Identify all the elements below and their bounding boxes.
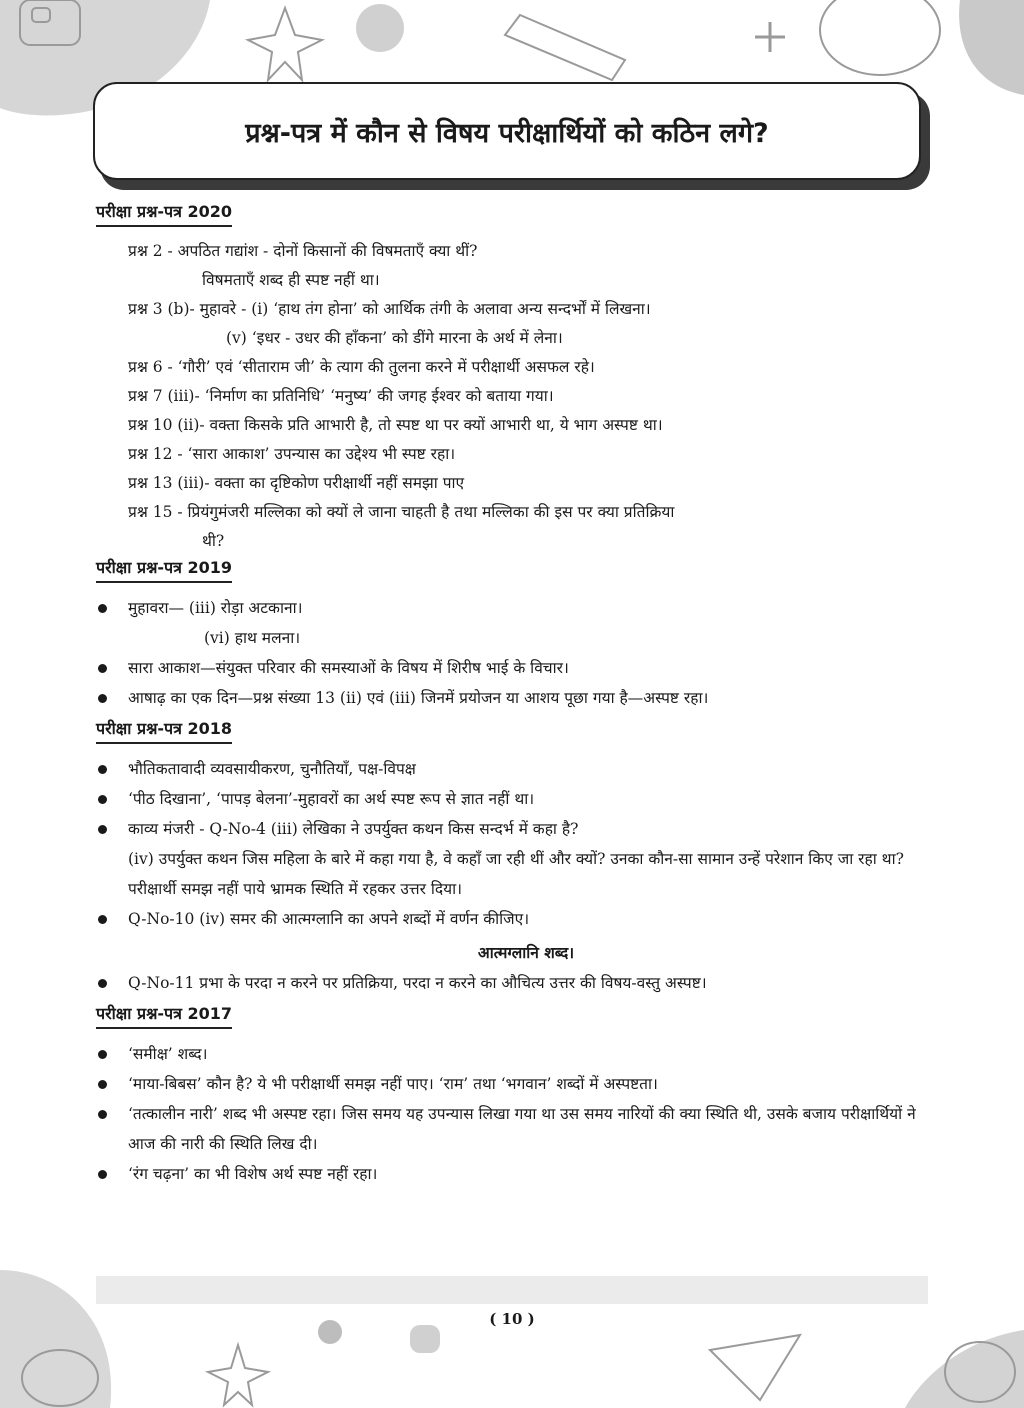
list-item <box>96 653 926 683</box>
question-line: (v) ‘इधर - उधर की हाँकना’ को डींगे मारना के अर्थ में लेना। <box>226 329 563 347</box>
robot-doodle <box>20 0 80 45</box>
page-title: प्रश्न-पत्र में कौन से विषय परीक्षार्थियों को कठिन लगे? <box>245 117 769 149</box>
main-content <box>96 200 926 1193</box>
star-doodle <box>248 8 322 80</box>
bottom-left-blob <box>0 1270 111 1408</box>
question-line: विषमताएँ शब्द ही स्पष्ट नहीं था। <box>202 271 380 289</box>
bullet-icon <box>98 1050 107 1059</box>
round-face-doodle <box>820 0 940 75</box>
pen-doodle <box>505 15 625 80</box>
list-item <box>96 904 926 934</box>
bullet-icon <box>98 795 107 804</box>
item-text: ‘पीठ दिखाना’, ‘पापड़ बेलना’-मुहावरों का अर्थ स्पष्ट रूप से ज्ञात नहीं था। <box>128 790 535 808</box>
title-box <box>93 82 921 180</box>
item-text: ‘रंग चढ़ना’ का भी विशेष अर्थ स्पष्ट नहीं रहा। <box>128 1165 378 1183</box>
bullet-list-2019 <box>96 593 926 713</box>
list-item <box>96 784 926 814</box>
plus-doodle <box>755 22 785 52</box>
item-text: काव्य मंजरी - Q-No-4 (iii) लेखिका ने उपर्युक्त कथन किस सन्दर्भ में कहा है? <box>128 820 579 838</box>
item-text: Q-No-10 (iv) समर की आत्मग्लानि का अपने शब्दों में वर्णन कीजिए। <box>128 910 530 928</box>
question-line: प्रश्न 13 (iii)- वक्ता का दृष्टिकोण परीक्षार्थी नहीं समझा पाए <box>128 474 465 492</box>
list-item <box>96 814 926 904</box>
question-line: प्रश्न 2 - अपठित गद्यांश - दोनों किसानों की विषमताएँ क्या थीं? <box>128 242 478 260</box>
item-text: Q-No-11 प्रभा के परदा न करने पर प्रतिक्रिया, परदा न करने का औचित्य उत्तर की विषय-वस्तु अस्पष्ट। <box>128 974 707 992</box>
page-number: ( 10 ) <box>489 1310 535 1328</box>
bottom-star-doodle <box>208 1345 268 1405</box>
bullet-icon <box>98 1080 107 1089</box>
list-item <box>96 1069 926 1099</box>
question-line: प्रश्न 10 (ii)- वक्ता किसके प्रति आभारी है, तो स्पष्ट था पर क्यों आभारी था, ये भाग अस्पष्ट था। <box>128 416 663 434</box>
question-line: प्रश्न 12 - ‘सारा आकाश’ उपन्यास का उद्देश्य भी स्पष्ट रहा। <box>128 445 456 463</box>
question-line: प्रश्न 7 (iii)- ‘निर्माण का प्रतिनिधि’ ‘मनुष्य’ की जगह ईश्वर को बताया गया। <box>128 387 554 405</box>
item-text: (iv) उपर्युक्त कथन जिस महिला के बारे में कहा गया है, वे कहाँ जा रही थीं और क्यों? उनका कौन-सा सामान उन्हें परेशान किए जा रहा था? <box>128 850 904 868</box>
rounded-rect-doodle <box>410 1325 440 1353</box>
section-heading-2017: परीक्षा प्रश्न-पत्र 2017 <box>96 1002 232 1029</box>
item-text: ‘तत्कालीन नारी’ शब्द भी अस्पष्ट रहा। जिस समय यह उपन्यास लिखा गया था उस समय नारियों की क्या स्थिति थी, उसके बजाय परीक्षार्थियों ने आज की नारी की स्थिति लिख दी। <box>128 1105 916 1153</box>
list-item <box>96 1039 926 1069</box>
footer-bar <box>96 1276 928 1304</box>
dot-doodle <box>356 4 404 52</box>
question-line: प्रश्न 3 (b)- मुहावरे - (i) ‘हाथ तंग होना’ को आर्थिक तंगी के अलावा अन्य सन्दर्भों में लिखना। <box>128 300 651 318</box>
list-item <box>96 1099 926 1159</box>
bullet-icon <box>98 765 107 774</box>
bullet-icon <box>98 1170 107 1179</box>
list-item <box>96 968 926 998</box>
bullet-icon <box>98 915 107 924</box>
question-line: प्रश्न 15 - प्रियंगुमंजरी मल्लिका को क्यों ले जाना चाहती है तथा मल्लिका की इस पर क्या प्रतिक्रिया <box>128 503 675 521</box>
item-text: भौतिकतावादी व्यवसायीकरण, चुनौतियाँ, पक्ष-विपक्ष <box>128 760 416 778</box>
section-heading-2018: परीक्षा प्रश्न-पत्र 2018 <box>96 717 232 744</box>
item-text: ‘समीक्ष’ शब्द। <box>128 1045 208 1063</box>
section-heading-2019: परीक्षा प्रश्न-पत्र 2019 <box>96 556 232 583</box>
bullet-list-2018-cont <box>96 968 926 998</box>
section-heading-2020: परीक्षा प्रश्न-पत्र 2020 <box>96 200 232 227</box>
bullet-icon <box>98 825 107 834</box>
bullet-icon <box>98 979 107 988</box>
bottom-right-blob <box>905 1330 1024 1408</box>
list-item <box>96 754 926 784</box>
paper-plane-doodle <box>710 1335 800 1400</box>
list-item <box>96 593 926 653</box>
centered-note: आत्मग्लानि शब्द। <box>477 943 575 962</box>
list-item <box>96 683 926 713</box>
bullet-icon <box>98 694 107 703</box>
top-right-blob <box>959 0 1024 95</box>
list-item <box>96 1159 926 1189</box>
item-text: ‘माया-बिबस’ कौन है? ये भी परीक्षार्थी समझ नहीं पाए। ‘राम’ तथा ‘भगवान’ शब्दों में अस्पष्टता। <box>128 1075 658 1093</box>
bullet-icon <box>98 1110 107 1119</box>
item-text: (vi) हाथ मलना। <box>204 629 301 647</box>
item-text: परीक्षार्थी समझ नहीं पाये भ्रामक स्थिति में रहकर उत्तर दिया। <box>128 880 462 898</box>
bullet-icon <box>98 664 107 673</box>
bullet-icon <box>98 604 107 613</box>
item-text: सारा आकाश—संयुक्त परिवार की समस्याओं के विषय में शिरीष भाई के विचार। <box>128 659 569 677</box>
bullet-list-2018 <box>96 754 926 934</box>
item-text: मुहावरा— (iii) रोड़ा अटकाना। <box>128 599 303 617</box>
bullet-list-2017 <box>96 1039 926 1189</box>
item-text: आषाढ़ का एक दिन—प्रश्न संख्या 13 (ii) एवं (iii) जिनमें प्रयोजन या आशय पूछा गया है—अस्पष्ट रहा। <box>128 689 709 707</box>
question-line: प्रश्न 6 - ‘गौरी’ एवं ‘सीताराम जी’ के त्याग की तुलना करने में परीक्षार्थी असफल रहे। <box>128 358 595 376</box>
question-line: थी? <box>202 532 225 550</box>
